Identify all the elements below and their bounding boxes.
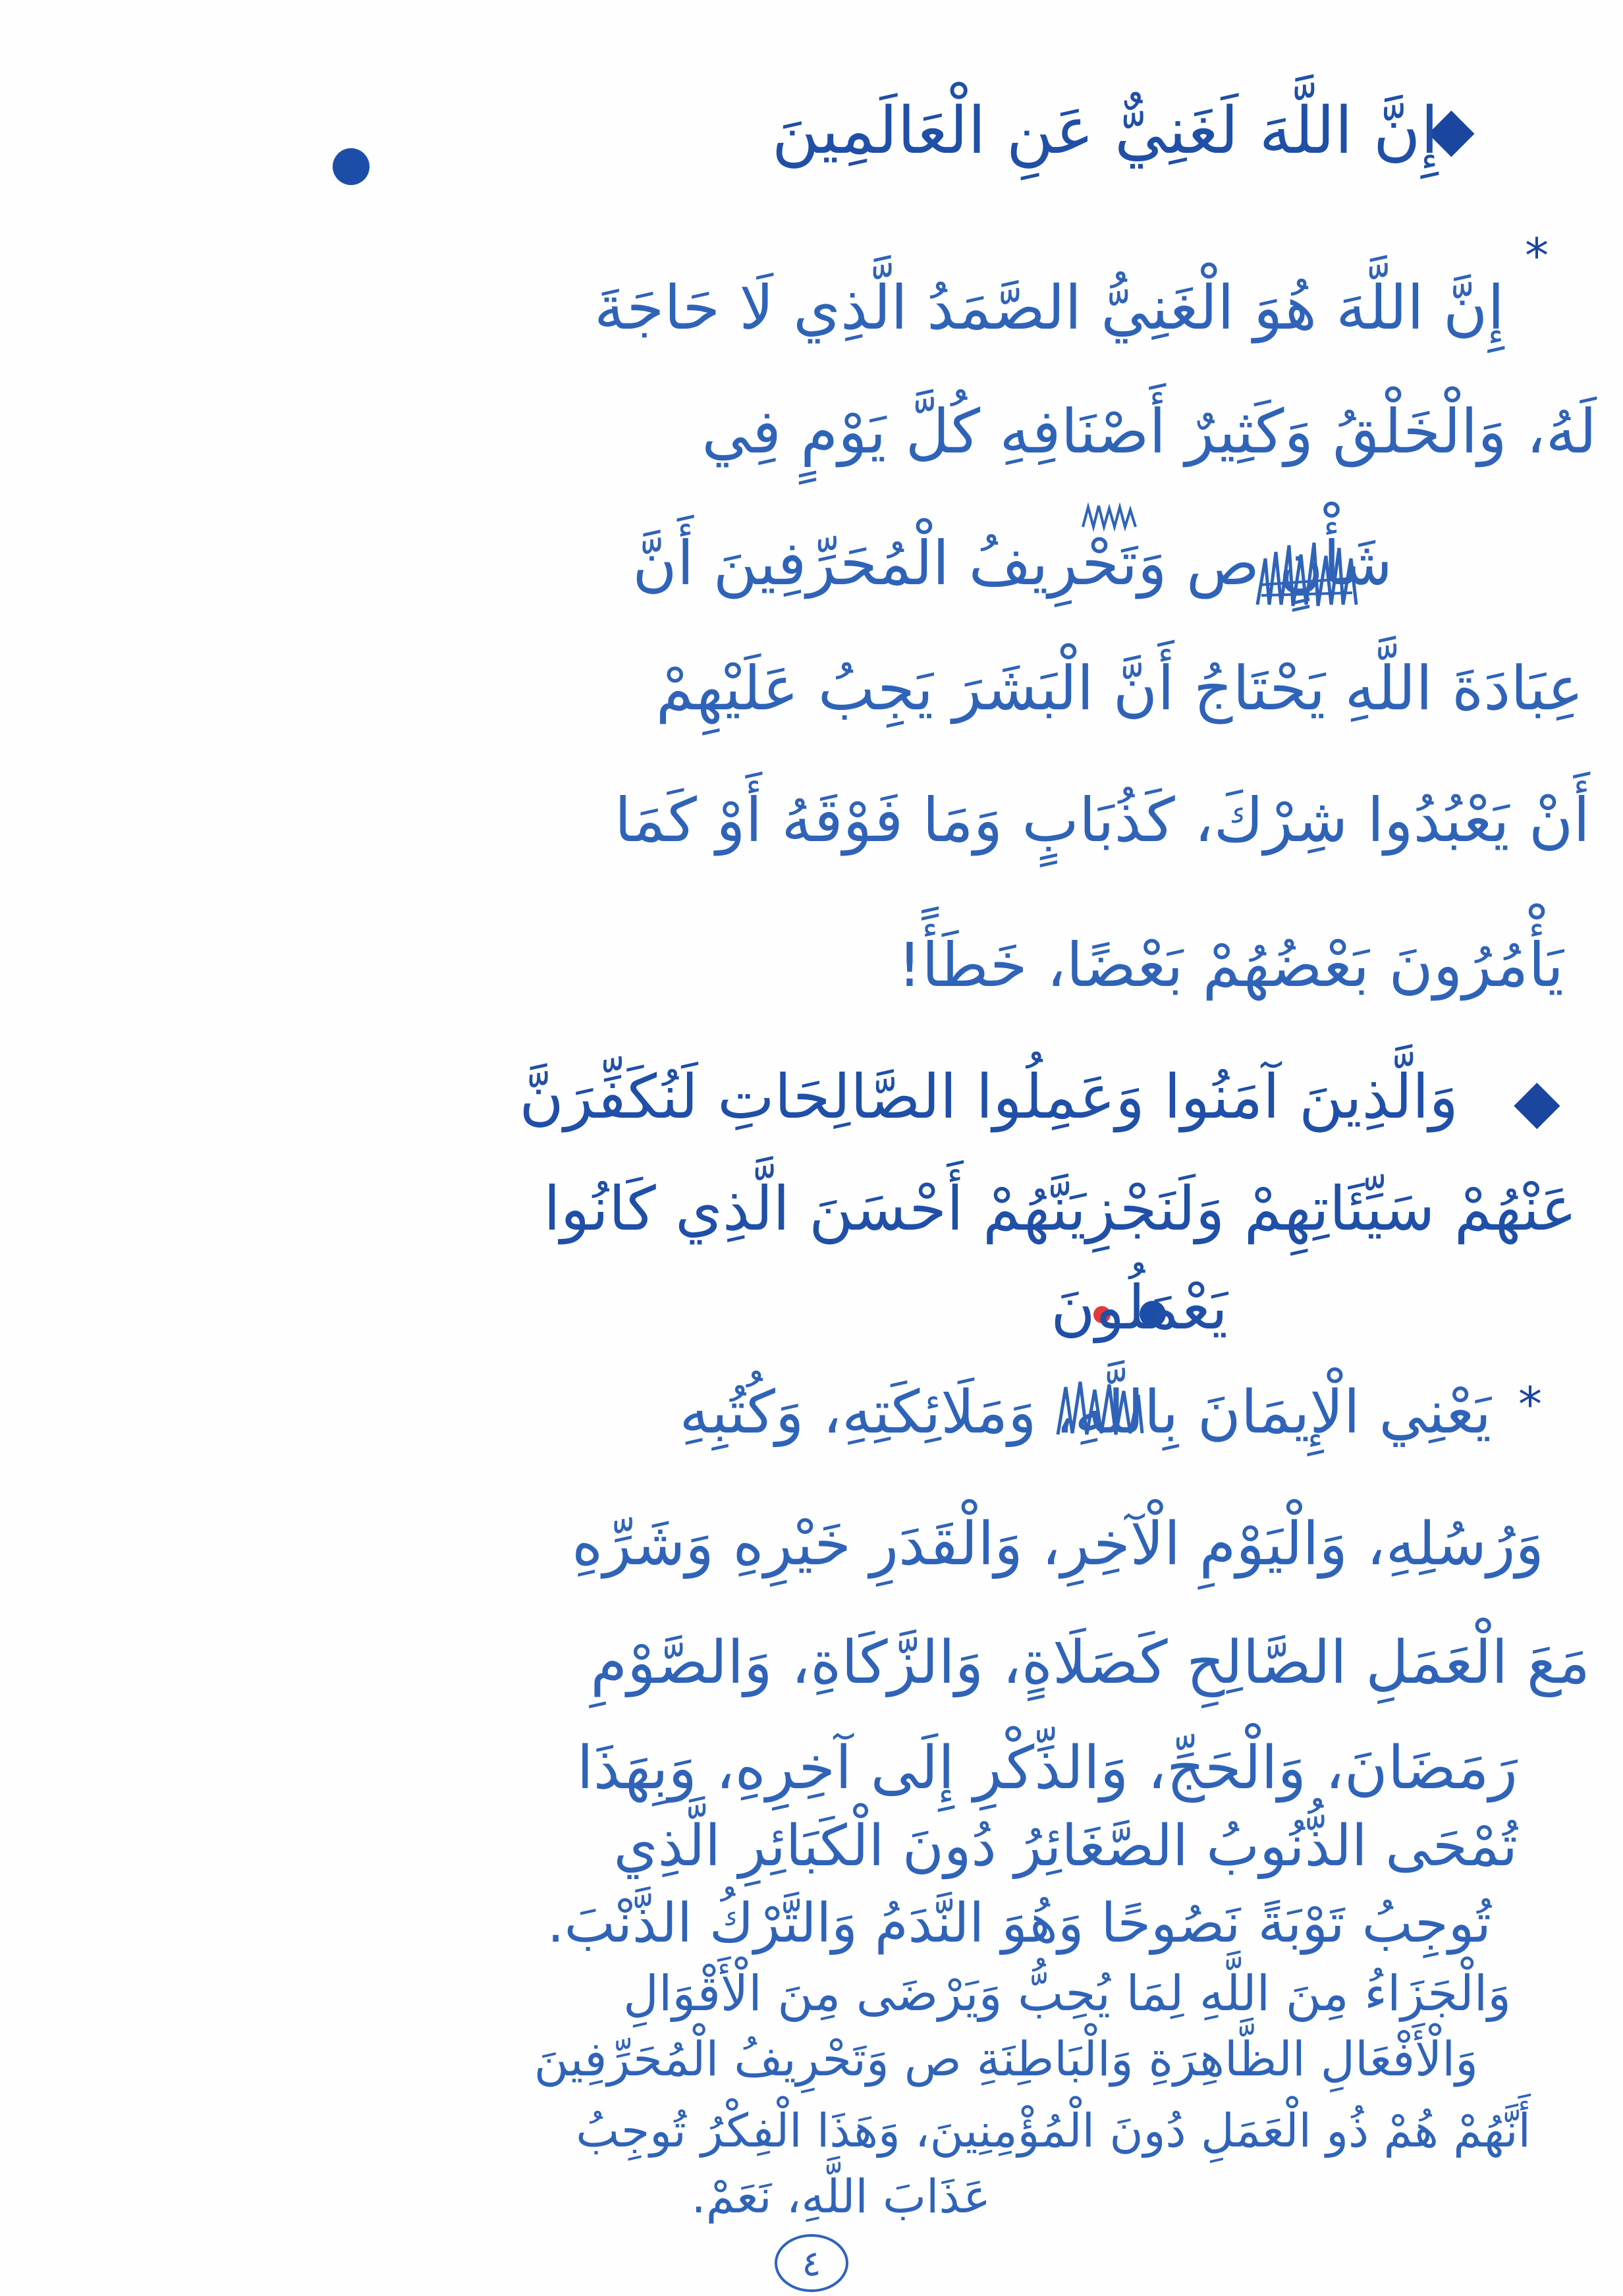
text-line: شَأْنٍ ص وَتَحْرِيفُ الْمُحَرِّفِينَ أَنَّ	[632, 528, 1392, 599]
text-line: أَنْ يَعْبُدُوا شِرْكَ، كَذُبَابٍ وَمَا فَوْقَهُ أَوْ كَمَا	[614, 785, 1590, 856]
text-line: إِنَّ اللَّهَ هُوَ الْغَنِيُّ الصَّمَدُ الَّذِي لَا حَاجَةَ	[594, 273, 1504, 343]
text-line: تُمْحَى الذُّنُوبُ الصَّغَائِرُ دُونَ الْكَبَائِرِ الَّذِي	[613, 1813, 1518, 1879]
text-line: وَالْأَفْعَالِ الظَّاهِرَةِ وَالْبَاطِنَةِ ص وَتَحْرِيفُ الْمُحَرِّفِينَ	[534, 2031, 1478, 2087]
verse-line: عَنْهُمْ سَيِّئَاتِهِمْ وَلَنَجْزِيَنَّهُمْ أَحْسَنَ الَّذِي كَانُوا	[543, 1174, 1577, 1244]
diamond-bullet-icon: ◆	[1428, 94, 1475, 164]
verse-line: يَعْمَلُونَ	[1051, 1272, 1228, 1343]
text-line: وَالْجَزَاءُ مِنَ اللَّهِ لِمَا يُحِبُّ وَيَرْضَى مِنَ الْأَقْوَالِ	[623, 1965, 1511, 2022]
text-line: يَأْمُرُونَ بَعْضُهُمْ بَعْضًا، خَطَأً!	[897, 930, 1564, 1000]
text-line: عِبَادَةَ اللَّهِ يَحْتَاجُ أَنَّ الْبَشَرَ يَجِبُ عَلَيْهِمْ	[655, 653, 1583, 724]
asterisk-icon: *	[1518, 1377, 1542, 1432]
verse-line: وَالَّذِينَ آمَنُوا وَعَمِلُوا الصَّالِحَاتِ لَنُكَفِّرَنَّ	[519, 1062, 1458, 1132]
page-number: ٤	[775, 2234, 848, 2292]
text-line: عَذَابَ اللَّهِ، نَعَمْ.	[691, 2170, 991, 2224]
text-line: رَمَضَانَ، وَالْحَجِّ، وَالذِّكْرِ إِلَى آخِرِهِ، وَبِهَذَا	[576, 1734, 1518, 1803]
text-line: يَعْنِي الْإِيمَانَ بِاللَّهِ، وَمَلَائِكَتِهِ، وَكُتُبِهِ	[679, 1378, 1491, 1447]
text-line: أَنَّهُمْ هُمْ ذُو الْعَمَلِ دُونَ الْمُؤْمِنِينَ، وَهَذَا الْفِكْرُ تُوجِبُ	[576, 2104, 1531, 2158]
text-line: تُوجِبُ تَوْبَةً نَصُوحًا وَهُوَ النَّدَمُ وَالتَّرْكُ الذَّنْبَ.	[547, 1892, 1491, 1955]
diamond-bullet-icon: ◆	[1514, 1066, 1560, 1136]
text-line: مَعَ الْعَمَلِ الصَّالِحِ كَصَلَاةٍ، وَالزَّكَاةِ، وَالصَّوْمِ	[590, 1628, 1590, 1697]
text-line: وَرُسُلِهِ، وَالْيَوْمِ الْآخِرِ، وَالْقَدَرِ خَيْرِهِ وَشَرِّهِ	[572, 1510, 1544, 1579]
text-line: لَهُ، وَالْخَلْقُ وَكَثِيرٌ أَصْنَافِهِ كُلَّ يَوْمٍ فِي	[701, 396, 1597, 467]
asterisk-icon: *	[1525, 228, 1549, 283]
verse-line: إِنَّ اللَّهَ لَغَنِيٌّ عَنِ الْعَالَمِينَ	[771, 94, 1439, 169]
